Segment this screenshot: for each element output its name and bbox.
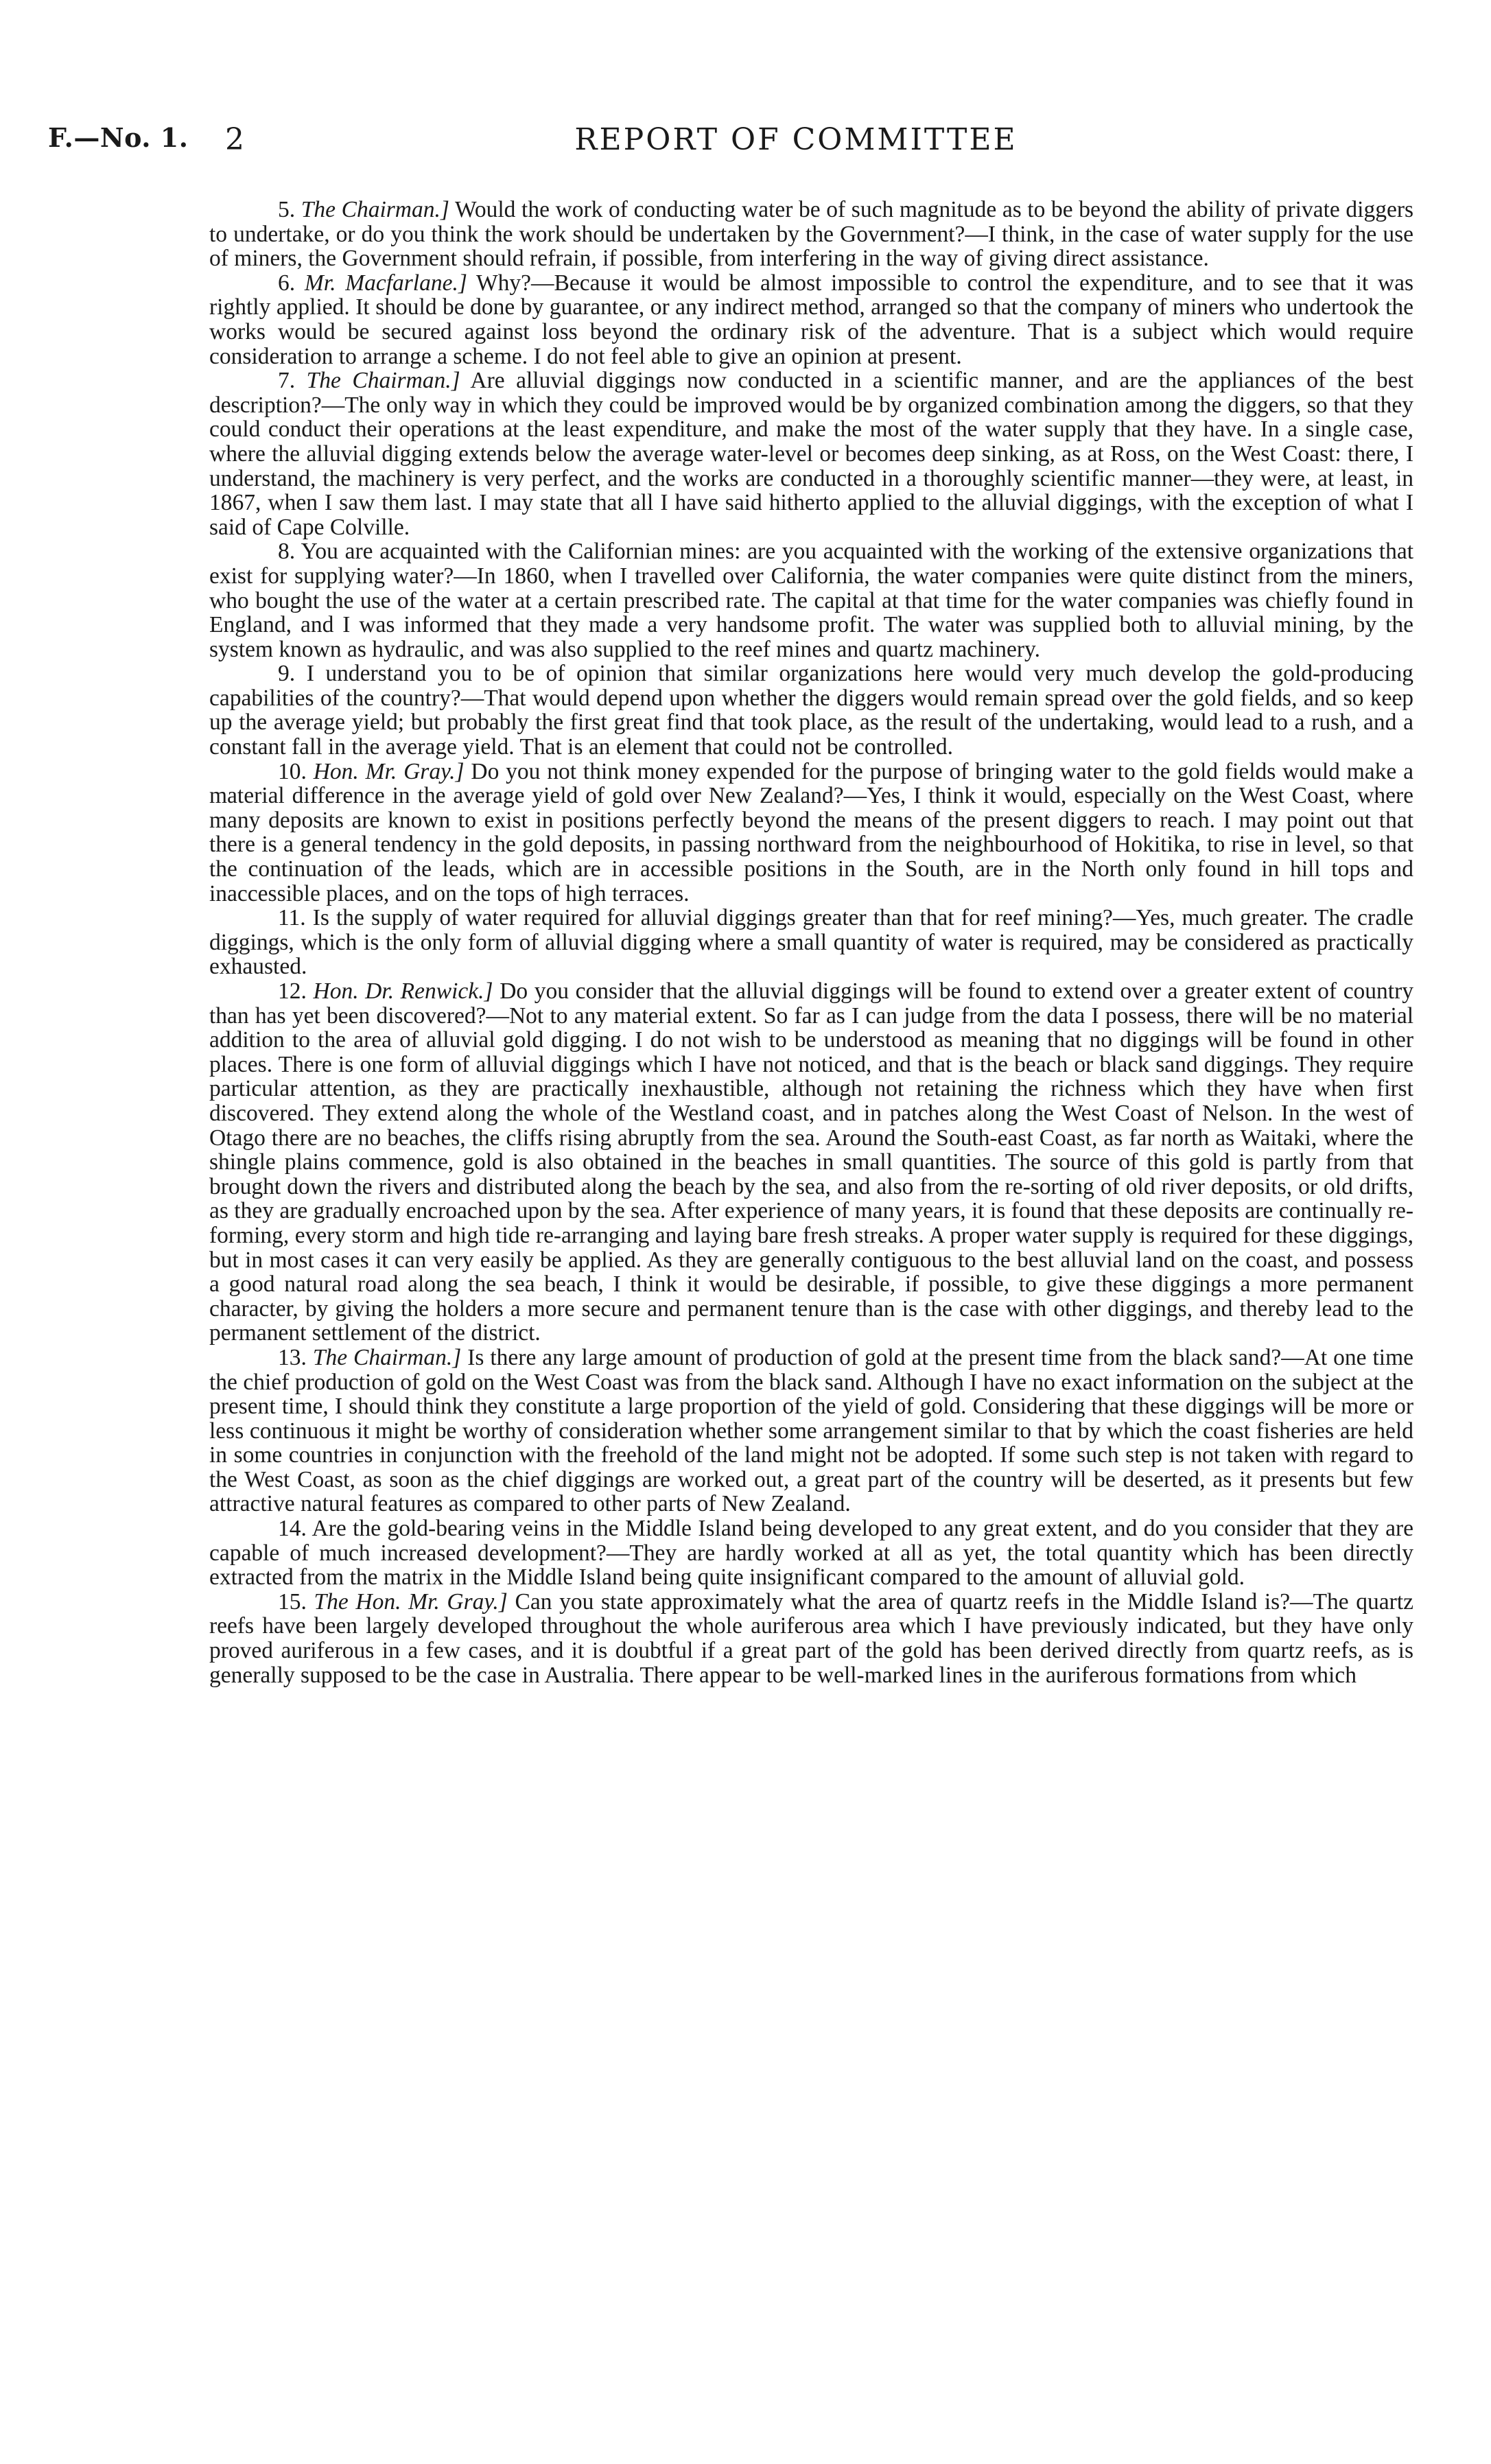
paragraph-q10 — [209, 760, 1413, 906]
speaker: Mr. Macfarlane.] — [304, 270, 467, 296]
paragraph-text: Would the work of conducting water be of such magnitude as to be beyond the ability of private diggers to undertake, or do you think the work should be undertaken by the Government?—I think, in the case of water supply for the use of miners, the Government should refrain, if possible, from interfering in the way of giving direct assistance. — [209, 198, 1413, 272]
paragraph-q15 — [209, 1590, 1413, 1687]
speaker: Hon. Dr. Renwick.] — [313, 978, 493, 1004]
question-number: 10. — [278, 758, 307, 784]
paragraph-text: Is there any large amount of production of gold at the present time from the black sand?—At one time the chief production of gold on the West Coast was from the black sand. Although I have no exact information on the subject at the present time, I should think they constitute a large proportion of the yield of gold. Considering that these diggings will be more or less continuous it might be worthy of consideration whether some arrangement similar to that by which the coast fisheries are held in some countries in conjunction with the freehold of the land might not be adopted. If some such step is not taken with regard to the West Coast, as soon as the chief diggings are worked out, a great part of the country will be deserted, as it presents but few attractive natural features as compared to other parts of New Zealand. — [209, 1344, 1413, 1517]
question-number: 15. — [278, 1588, 307, 1615]
paragraph-text: Is the supply of water required for alluvial diggings greater than that for reef mining?—Yes, much greater. The cradle diggings, which is the only form of alluvial digging where a small quantity of water is required, may be considered as practically exhausted. — [209, 905, 1413, 980]
paragraph-q12 — [209, 979, 1413, 1346]
paragraph-q8 — [209, 539, 1413, 661]
question-number: 12. — [278, 978, 307, 1004]
question-number: 7. — [278, 368, 296, 394]
question-number: 6. — [278, 270, 296, 296]
paragraph-q13 — [209, 1346, 1413, 1516]
paragraph-text: Why?—Because it would be almost impossible to control the expenditure, and to see that it was rightly applied. It should be done by guarantee, or any indirect method, arranged so that the company of miners who undertook the works would be secured against loss beyond the ordinary risk of the adventure. That is a subject which would require consideration to arrange a scheme. I do not feel able to give an opinion at present. — [209, 270, 1413, 369]
paragraph-q9 — [209, 661, 1413, 759]
paragraph-q11 — [209, 906, 1413, 979]
paragraph-q14 — [209, 1516, 1413, 1590]
question-number: 8. — [278, 539, 296, 565]
paragraph-text: I understand you to be of opinion that similar organizations here would very much develop the gold-producing capabilities of the country?—That would depend upon whether the diggers would remain spread over the gold fields, and so keep up the average yield; but probably the first great find that took place, as the result of the undertaking, would lead to a rush, and a constant fall in the average yield. That is an element that could not be controlled. — [209, 661, 1413, 760]
question-number: 13. — [278, 1344, 307, 1370]
running-title: REPORT OF COMMITTEE — [574, 122, 1018, 157]
paragraph-text: Are the gold-bearing veins in the Middle Island being developed to any great extent, and do you consider that they are capable of much increased development?—They are hardly worked at all as yet, the total quantity which has been directly extracted from the matrix in the Middle Island being quite insignificant compared to the amount of alluvial gold. — [209, 1516, 1413, 1591]
paragraph-q5 — [209, 198, 1413, 271]
question-number: 14. — [278, 1516, 307, 1542]
paragraph-text: You are acquainted with the Californian mines: are you acquainted with the working of the extensive organizations that exist for supplying water?—In 1860, when I travelled over California, the water companies were quite distinct from the miners, who bought the use of the water at a certain prescribed rate. The capital at that time for the water companies was chiefly found in England, and I was informed that they made a very handsome profit. The water was supplied both to alluvial mining, by the system known as hydraulic, and was also supplied to the reef mines and quartz machinery. — [209, 539, 1413, 662]
page-number: 2 — [225, 122, 244, 157]
question-number: 11. — [278, 905, 306, 931]
question-number: 9. — [278, 661, 296, 687]
paragraph-text: Are alluvial diggings now conducted in a scientific manner, and are the appliances of the best description?—The only way in which they could be improved would be by organized combination among the diggers, so that they could conduct their operations at the least expenditure, and make the most of the water supply that they have. In a single case, where the alluvial digging extends below the average water-level or becomes deep sinking, as at Ross, on the West Coast: there, I understand, the machinery is very perfect, and the works are conducted in a thoroughly scientific manner—they were, at least, in 1867, when I saw them last. I may state that all I have said hitherto applied to the alluvial diggings, with the exception of what I said of Cape Colville. — [209, 368, 1413, 540]
paragraph-q6 — [209, 271, 1413, 368]
paragraph-text: Do you consider that the alluvial diggings will be found to extend over a greater extent of country than has yet been discovered?—Not to any material extent. So far as I can judge from the data I possess, there will be no material addition to the area of alluvial gold digging. I do not wish to be understood as meaning that no diggings will be found in other places. There is one form of alluvial diggings which I have not noticed, and that is the beach or black sand diggings. They require particular attention, as they are practically inexhaustible, although not retaining the richness which they have when first discovered. They extend along the whole of the Westland coast, and in patches along the West Coast of Nelson. In the west of Otago there are no beaches, the cliffs rising abruptly from the sea. Around the South-east Coast, as far north as Waitaki, where the shingle plains commence, gold is also obtained in the beaches in small quantities. The source of this gold is partly from that brought down the rivers and distributed along the beach by the sea, and also from the re-sorting of old river deposits, or old drifts, as they are gradually encroached upon by the sea. After experience of many years, it is found that these deposits are continually re-forming, every storm and high tide re-arranging and laying bare fresh streaks. A proper water supply is required for these diggings, but in most cases it can very easily be applied. As they are generally contiguous to the best alluvial land on the coast, and possess a good natural road along the sea beach, I think it would be desirable, if possible, to give these diggings a more permanent character, by giving the holders a more secure and permanent tenure than is the case with other diggings, and thereby lead to the permanent settlement of the district. — [209, 978, 1413, 1346]
speaker: The Chairman.] — [306, 368, 460, 394]
paragraph-q7 — [209, 368, 1413, 539]
report-body — [209, 198, 1413, 2359]
speaker: Hon. Mr. Gray.] — [313, 758, 465, 784]
speaker: The Chairman.] — [312, 1344, 462, 1370]
speaker: The Chairman.] — [301, 198, 449, 222]
question-number: 5. — [278, 198, 296, 222]
speaker: The Hon. Mr. Gray.] — [314, 1588, 508, 1615]
page-header — [48, 122, 1461, 170]
page-reference: F.—No. 1. — [48, 122, 189, 153]
paragraph-text: Do you not think money expended for the purpose of bringing water to the gold fields would make a material difference in the average yield of gold over New Zealand?—Yes, I think it would, especially on the West Coast, where many deposits are known to exist in positions perfectly beyond the means of the present diggers to reach. I may point out that there is a general tendency in the gold deposits, in passing northward from the neighbourhood of Hokitika, to rise in level, so that the continuation of the leads, which are in accessible positions in the South, are in the North only found in hill tops and inaccessible places, and on the tops of high terraces. — [209, 758, 1413, 906]
paragraph-text: Can you state approximately what the area of quartz reefs in the Middle Island is?—The quartz reefs have been largely developed throughout the whole auriferous area which I have previously indicated, but they have only proved auriferous in a few cases, and it is doubtful if a great part of the gold has been derived directly from quartz reefs, as is generally supposed to be the case in Australia. There appear to be well-marked lines in the auriferous formations from which — [209, 1588, 1413, 1688]
